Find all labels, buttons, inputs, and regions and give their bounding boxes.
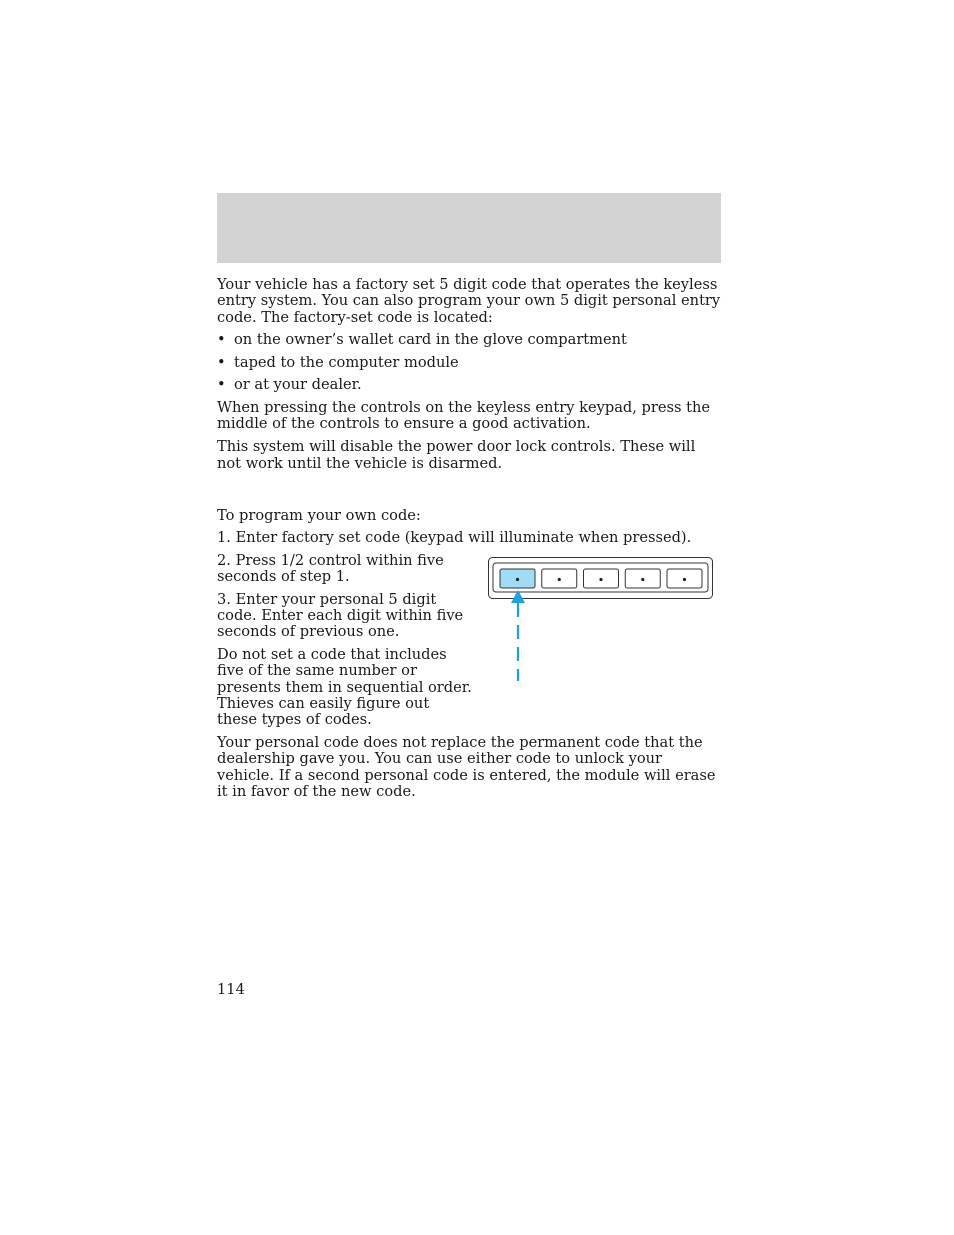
keypad-button-dot xyxy=(516,578,519,581)
keypad-button-dot xyxy=(599,578,602,581)
section-header-band xyxy=(217,193,721,263)
keypad-illustration xyxy=(488,557,714,685)
code-location-list xyxy=(217,332,722,393)
list-item: • or at your dealer. xyxy=(217,376,362,394)
closing-paragraph: Your personal code does not replace the permanent code that the dealership gave you. You can use either code to unlock your vehicle. If a second personal code is entered, the module will erase it in favor of the new code. xyxy=(217,733,716,801)
disable-note: This system will disable the power door lock controls. These will not work until the vehicle is disarmed. xyxy=(217,438,696,472)
page-content xyxy=(217,277,722,800)
steps-column xyxy=(217,553,472,729)
bullet-icon: • xyxy=(217,353,226,371)
step-3: 3. Enter your personal 5 digit code. Enter each digit within five seconds of previous one. xyxy=(217,590,464,641)
list-item: • taped to the computer module xyxy=(217,353,459,371)
page-number: 114 xyxy=(217,981,245,998)
step-1: 1. Enter factory set code (keypad will illuminate when pressed). xyxy=(217,529,692,547)
keypad-button-dot xyxy=(641,578,644,581)
list-item: • on the owner’s wallet card in the glove compartment xyxy=(217,331,627,349)
keypad-svg xyxy=(488,557,714,681)
programming-lead: To program your own code: xyxy=(217,506,421,524)
keypad-button-dot xyxy=(558,578,561,581)
code-warning: Do not set a code that includes five of the same number or presents them in sequential order. Thieves can easily figure out these types of codes. xyxy=(217,645,472,729)
bullet-icon: • xyxy=(217,331,226,349)
bullet-icon: • xyxy=(217,376,226,394)
keypad-button-dot xyxy=(683,578,686,581)
step-2: 2. Press 1/2 control within five seconds of step 1. xyxy=(217,551,444,586)
intro-paragraph: Your vehicle has a factory set 5 digit code that operates the keyless entry system. You can also program your own 5 digit personal entry code. The factory-set code is located: xyxy=(217,276,721,326)
press-note: When pressing the controls on the keyless entry keypad, press the middle of the controls to ensure a good activation. xyxy=(217,398,711,433)
